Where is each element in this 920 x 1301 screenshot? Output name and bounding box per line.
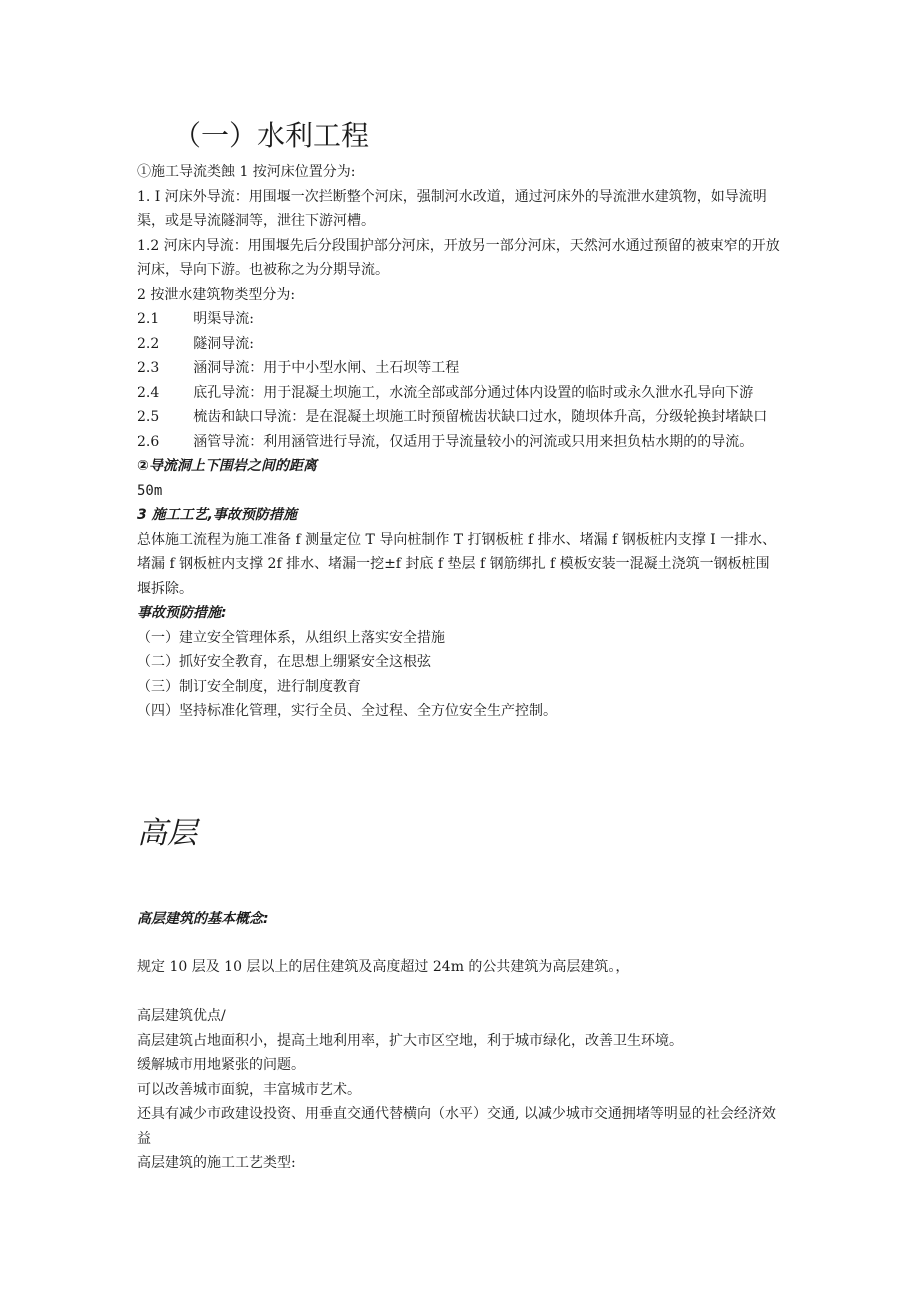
advantage-item: 还具有减少市政建设投资、用垂直交通代替横向（水平）交通, 以减少城市交通拥堵等明显的社会经济效益 [137, 1106, 776, 1147]
list-item [137, 332, 782, 357]
distance-value: 50m [137, 482, 163, 499]
types-heading: 高层建筑的施工工艺类型: [137, 1155, 296, 1171]
list-item [137, 381, 782, 406]
concept-heading: 高层建筑的基本概念: [137, 911, 269, 927]
item-text: 明渠导流: [193, 311, 254, 327]
item-number: 2.2 [137, 335, 160, 352]
item-number: 2.1 [137, 311, 160, 327]
section-water-diversion [137, 160, 782, 724]
measure-item: （三）制订安全制度，进行制度教育 [137, 678, 361, 695]
item-text: 隧洞导流: [193, 335, 254, 352]
item-text: 涵管导流：利用涵管进行导流，仅适用于导流量较小的河流或只用来担负枯水期的的导流。 [193, 433, 754, 450]
advantage-item: 高层建筑占地面积小，提高土地利用率，扩大市区空地，利于城市绿化，改善卫生环境。 [137, 1032, 683, 1049]
measure-item: （一）建立安全管理体系，从组织上落实安全措施 [137, 629, 445, 646]
advantage-item: 缓解城市用地紧张的问题。 [137, 1057, 305, 1073]
list-item [137, 356, 782, 381]
text-line: 1.2 河床内导流：用围堰先后分段围护部分河床，开放另一部分河床，天然河水通过预留的被束窄的开放河床，导向下游。也被称之为分期导流。 [137, 237, 780, 278]
item-text: 涵洞导流：用于中小型水闸、土石坝等工程 [193, 360, 460, 376]
advantages-heading: 高层建筑优点/ [137, 1008, 226, 1024]
section-title-gaoceng: 高层 [137, 816, 197, 851]
list-item [137, 405, 782, 430]
measure-item: （二）抓好安全教育，在思想上绷紧安全这根弦 [137, 654, 431, 670]
concept-text: 规定 10 层及 10 层以上的居住建筑及高度超过 24m 的公共建筑为高层建筑。， [137, 959, 630, 975]
list-item [137, 430, 782, 455]
item-number: 2.6 [137, 433, 160, 450]
measure-item: （四）坚持标准化管理，实行全员、全过程、全方位安全生产控制。 [137, 703, 557, 719]
list-item [137, 307, 782, 332]
item-text: 梳齿和缺口导流：是在混凝土坝施工时预留梳齿状缺口过水，随坝体升高，分级轮换封堵缺口 [193, 409, 768, 425]
text-line: 1. I 河床外导流：用围堰一次拦断整个河床，强制河水改道，通过河床外的导流泄水建筑物，如导流明渠，或是导流隧洞等，泄往下游河槽。 [137, 188, 767, 229]
section-heading: 事故预防措施: [137, 605, 227, 621]
text-line: ①施工导流类蝕 1 按河床位置分为: [137, 164, 356, 180]
page-title: （一）水利工程 [173, 119, 370, 152]
section-heading: ②导流洞上下围岩之间的距离 [137, 458, 317, 474]
advantage-item: 可以改善城市面貌，丰富城市艺术。 [137, 1081, 361, 1098]
item-number: 2.3 [137, 360, 160, 376]
section-heading: 3 施工工艺,事故预防措施 [137, 507, 297, 523]
advantages-section [137, 1004, 782, 1176]
item-text: 底孔导流：用于混凝土坝施工，水流全部或部分通过体内设置的临时或永久泄水孔导向下游 [193, 384, 754, 401]
item-number: 2.4 [137, 384, 160, 401]
text-line: 2 按泄水建筑物类型分为: [137, 286, 296, 303]
process-flow-text: 总体施工流程为施工准备 f 测量定位 T 导向桩制作 T 打钢板桩 f 排水、堵漏 f 钢板桩内支撑 I 一排水、堵漏 f 钢板桩内支撑 2f 排水、堵漏一挖±f 封底 f 垫层 f 钢筋绑扎 f 模板安装一混凝土浇筑一钢板桩围堰拆除。 [137, 531, 777, 597]
item-number: 2.5 [137, 409, 160, 425]
